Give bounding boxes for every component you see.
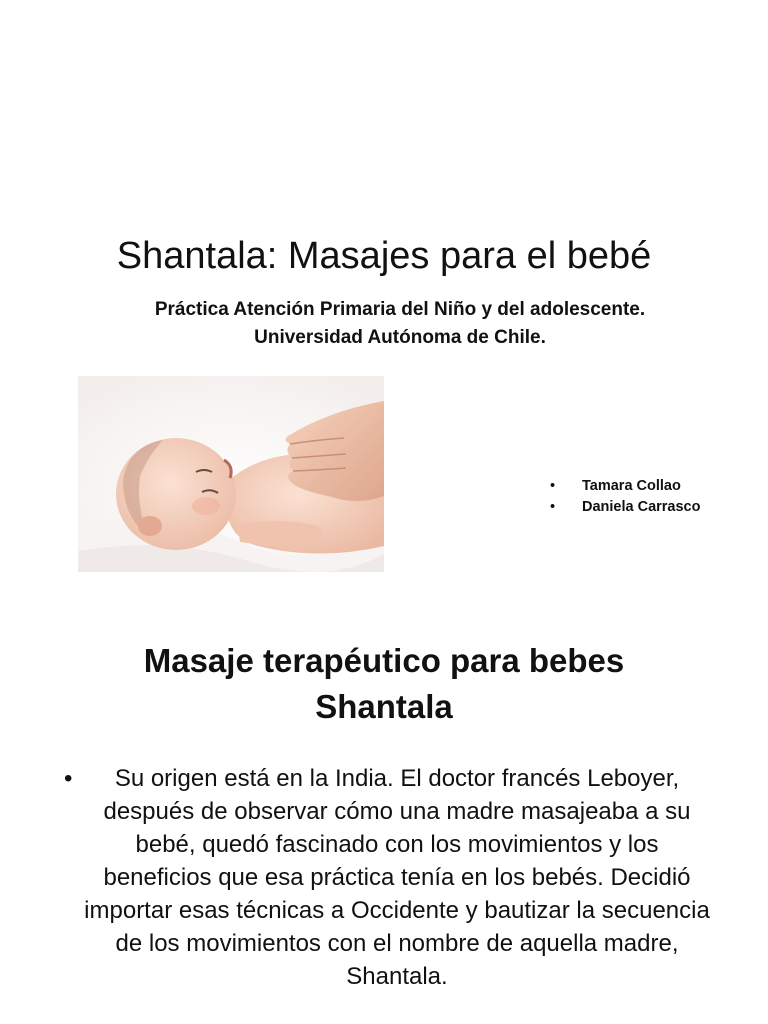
- slide-title: Shantala: Masajes para el bebé: [116, 235, 652, 277]
- subtitle-line-university: Universidad Autónoma de Chile.: [254, 327, 546, 348]
- author-item: • Daniela Carrasco: [548, 497, 700, 518]
- subtitle-line-course: Práctica Atención Primaria del Niño y del adolescente.: [154, 299, 646, 320]
- author-list: [548, 476, 700, 518]
- bullet-marker: •: [64, 765, 73, 792]
- baby-massage-photo: [78, 376, 384, 572]
- origin-bullet: [60, 762, 710, 993]
- slide-subtitle: [30, 296, 768, 352]
- author-item: • Tamara Collao: [548, 476, 700, 497]
- heading-line-main: Masaje terapéutico para bebes: [143, 642, 625, 679]
- section-heading: [0, 638, 768, 730]
- heading-line-sub: Shantala: [315, 688, 453, 725]
- origin-paragraph: Su origen está en la India. El doctor francés Leboyer, después de observar cómo una madre masajeaba a su bebé, quedó fascinado con los movimientos y los beneficios que esa práctica tenía en los bebés. Decidió importar esas técnicas a Occidente y bautizar la secuencia de los movimientos con el nombre de aquella madre, Shantala.: [84, 765, 710, 990]
